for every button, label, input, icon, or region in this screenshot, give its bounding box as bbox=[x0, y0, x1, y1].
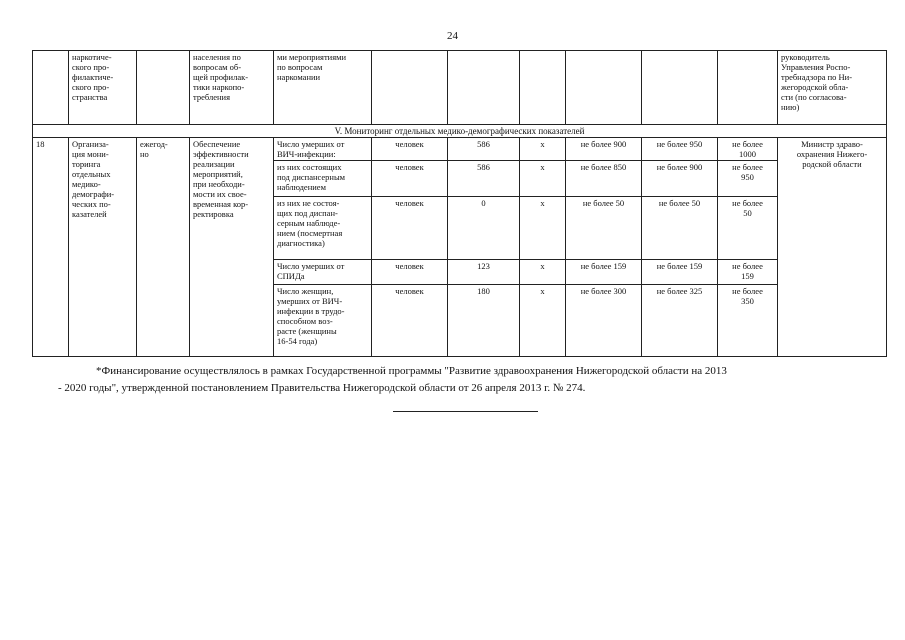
footnote-line-2: - 2020 годы", утвержденной постановлением Правительства Нижегородской области от 26 апреля 2013 г. № 274. bbox=[58, 382, 586, 394]
cell-empty bbox=[520, 51, 566, 125]
indicator-unit: человек bbox=[372, 260, 448, 285]
indicator-value-1: не более 900 bbox=[566, 138, 642, 161]
cell-empty bbox=[642, 51, 718, 125]
indicator-name: из них состоящих под диспансерным наблюдением bbox=[274, 161, 372, 197]
cell-empty bbox=[566, 51, 642, 125]
item-responsible: Министр здраво- охранения Нижего- родской области bbox=[778, 138, 887, 357]
cell-empty bbox=[448, 51, 520, 125]
indicator-value-3: не более 159 bbox=[718, 260, 778, 285]
indicator-value-3: не более 950 bbox=[718, 161, 778, 197]
indicator-value-2: не более 325 bbox=[642, 285, 718, 357]
cell-responsible-cont: руководитель Управления Роспо- требнадзора по Ни- жегородской обла- сти (по согласова- нию) bbox=[778, 51, 887, 125]
indicator-base: 0 bbox=[448, 197, 520, 260]
indicator-x: х bbox=[520, 161, 566, 197]
cell-empty bbox=[718, 51, 778, 125]
indicator-base: 586 bbox=[448, 138, 520, 161]
indicator-base: 180 bbox=[448, 285, 520, 357]
indicator-value-3: не более 50 bbox=[718, 197, 778, 260]
indicator-name: Число умерших от СПИДа bbox=[274, 260, 372, 285]
indicator-value-2: не более 950 bbox=[642, 138, 718, 161]
cell-empty bbox=[372, 51, 448, 125]
section-title: V. Мониторинг отдельных медико-демографических показателей bbox=[33, 125, 887, 138]
item-name: Организа- ция мони- торинга отдельных медико- демографи- ческих по- казателей bbox=[69, 138, 137, 357]
financing-footnote bbox=[58, 363, 858, 397]
indicator-unit: человек bbox=[372, 197, 448, 260]
indicator-x: х bbox=[520, 260, 566, 285]
indicator-x: х bbox=[520, 197, 566, 260]
indicator-value-3: не более 1000 bbox=[718, 138, 778, 161]
cell-item-name-cont: наркотиче- ского про- филактиче- ского про- странства bbox=[69, 51, 137, 125]
indicator-value-1: не более 300 bbox=[566, 285, 642, 357]
indicator-x: х bbox=[520, 285, 566, 357]
end-rule bbox=[393, 411, 538, 412]
item-period: ежегод- но bbox=[137, 138, 190, 357]
indicator-row bbox=[33, 138, 887, 161]
footnote-line-1: *Финансирование осуществлялось в рамках Государственной программы "Развитие здравоохранения Нижегородской области на 2013 bbox=[96, 365, 727, 377]
program-table bbox=[32, 50, 887, 357]
indicator-name: Число женщин, умерших от ВИЧ- инфекции в трудо- способном воз- расте (женщины 16-54 года) bbox=[274, 285, 372, 357]
page-number: 24 bbox=[447, 30, 458, 42]
section-header-row bbox=[33, 125, 887, 138]
continued-row bbox=[33, 51, 887, 125]
indicator-unit: человек bbox=[372, 161, 448, 197]
indicator-value-1: не более 159 bbox=[566, 260, 642, 285]
cell-goal-cont: населения по вопросам об- щей профилак- тики наркопо- требления bbox=[190, 51, 274, 125]
indicator-value-2: не более 50 bbox=[642, 197, 718, 260]
indicator-base: 123 bbox=[448, 260, 520, 285]
cell-indicator-cont: ми мероприятиями по вопросам наркомании bbox=[274, 51, 372, 125]
item-number: 18 bbox=[33, 138, 69, 357]
indicator-value-2: не более 900 bbox=[642, 161, 718, 197]
cell-empty bbox=[33, 51, 69, 125]
indicator-unit: человек bbox=[372, 138, 448, 161]
indicator-name: Число умерших от ВИЧ-инфекции: bbox=[274, 138, 372, 161]
indicator-value-2: не более 159 bbox=[642, 260, 718, 285]
indicator-unit: человек bbox=[372, 285, 448, 357]
indicator-x: х bbox=[520, 138, 566, 161]
cell-empty bbox=[137, 51, 190, 125]
item-goal: Обеспечение эффективности реализации мероприятий, при необходи- мости их свое- временная кор- ректировка bbox=[190, 138, 274, 357]
indicator-base: 586 bbox=[448, 161, 520, 197]
indicator-name: из них не состоя- щих под диспан- серным наблюде- нием (посмертная диагностика) bbox=[274, 197, 372, 260]
indicator-value-1: не более 50 bbox=[566, 197, 642, 260]
indicator-value-3: не более 350 bbox=[718, 285, 778, 357]
indicator-value-1: не более 850 bbox=[566, 161, 642, 197]
